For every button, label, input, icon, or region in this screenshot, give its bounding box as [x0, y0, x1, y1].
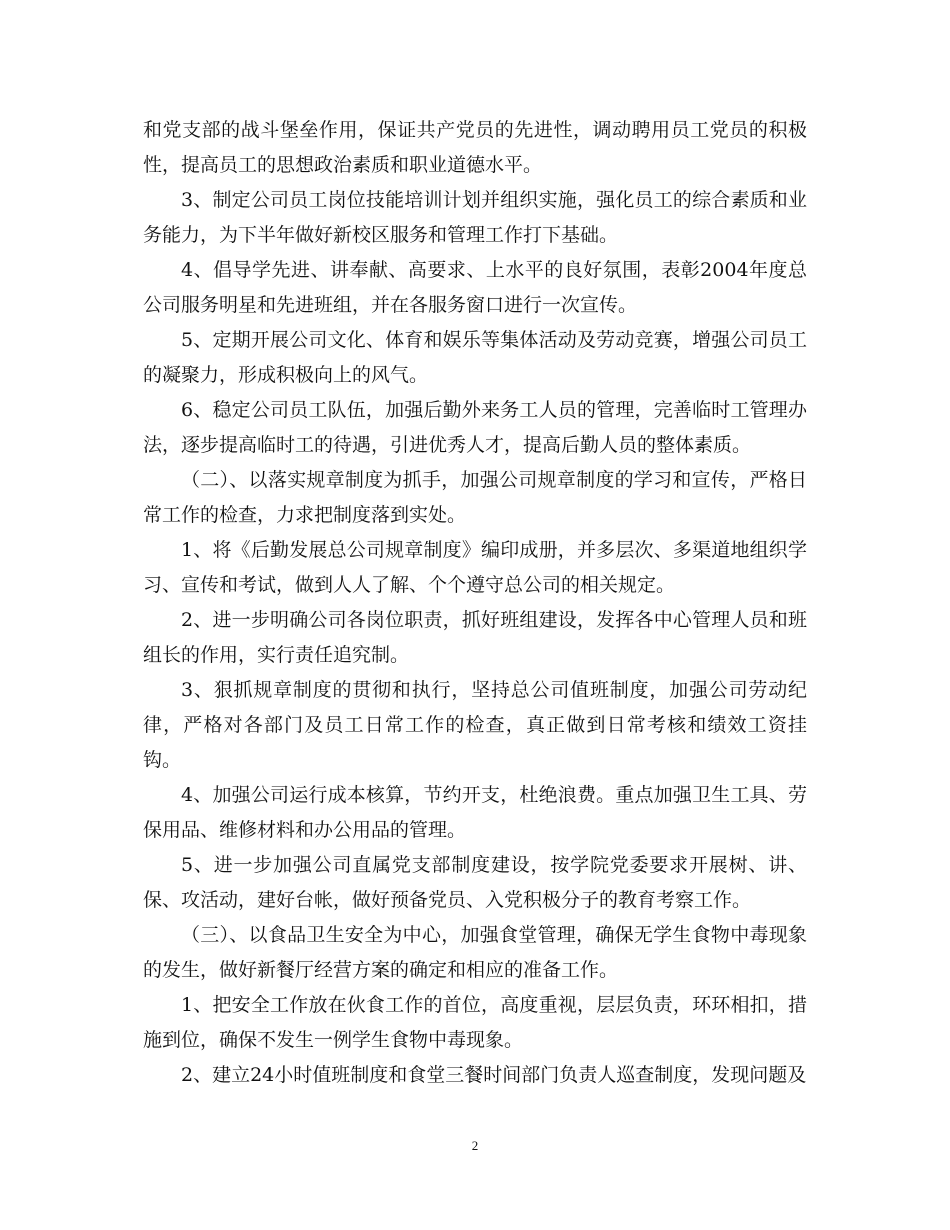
paragraph-item-1-safety: 1、把安全工作放在伙食工作的首位，高度重视，层层负责，环环相扣，措施到位，确保不发生一例学生食物中毒现象。: [143, 994, 807, 1051]
paragraph-item-5-activities: 5、定期开展公司文化、体育和娱乐等集体活动及劳动竞赛，增强公司员工的凝聚力，形成积极向上的风气。: [143, 329, 807, 386]
paragraph-item-1-rules: 1、将《后勤发展总公司规章制度》编印成册，并多层次、多渠道地组织学习、宣传和考试，做到人人了解、个个遵守总公司的相关规定。: [143, 539, 807, 596]
paragraph-item-4-cost: 4、加强公司运行成本核算，节约开支，杜绝浪费。重点加强卫生工具、劳保用品、维修材料和办公用品的管理。: [143, 784, 807, 841]
paragraph-item-3-enforcement: 3、狠抓规章制度的贯彻和执行，坚持总公司值班制度，加强公司劳动纪律，严格对各部门及员工日常工作的检查，真正做到日常考核和绩效工资挂钩。: [143, 679, 807, 771]
paragraph-item-3-training: 3、制定公司员工岗位技能培训计划并组织实施，强化员工的综合素质和业务能力，为下半年做好新校区服务和管理工作打下基础。: [143, 189, 807, 246]
section-heading-2: （二）、以落实规章制度为抓手，加强公司规章制度的学习和宣传，严格日常工作的检查，力求把制度落到实处。: [143, 469, 807, 526]
paragraph-continued: 和党支部的战斗堡垒作用，保证共产党员的先进性，调动聘用员工党员的积极性，提高员工的思想政治素质和职业道德水平。: [143, 119, 807, 176]
paragraph-item-2-duties: 2、进一步明确公司各岗位职责，抓好班组建设，发挥各中心管理人员和班组长的作用，实行责任追究制。: [143, 609, 807, 666]
paragraph-item-6-staff: 6、稳定公司员工队伍，加强后勤外来务工人员的管理，完善临时工管理办法，逐步提高临时工的待遇，引进优秀人才，提高后勤人员的整体素质。: [143, 399, 807, 456]
paragraph-item-5-party: 5、进一步加强公司直属党支部制度建设，按学院党委要求开展树、讲、保、攻活动，建好台帐，做好预备党员、入党积极分子的教育考察工作。: [143, 854, 807, 911]
page-number: 2: [471, 1138, 479, 1153]
document-body: [143, 113, 807, 1093]
section-heading-3: （三）、以食品卫生安全为中心，加强食堂管理，确保无学生食物中毒现象的发生，做好新餐厅经营方案的确定和相应的准备工作。: [143, 924, 807, 981]
paragraph-item-4-commendation: 4、倡导学先进、讲奉献、高要求、上水平的良好氛围，表彰2004年度总公司服务明星和先进班组，并在各服务窗口进行一次宣传。: [143, 259, 807, 316]
paragraph-item-2-duty-system: 2、建立24小时值班制度和食堂三餐时间部门负责人巡查制度，发现问题及: [181, 1064, 807, 1086]
